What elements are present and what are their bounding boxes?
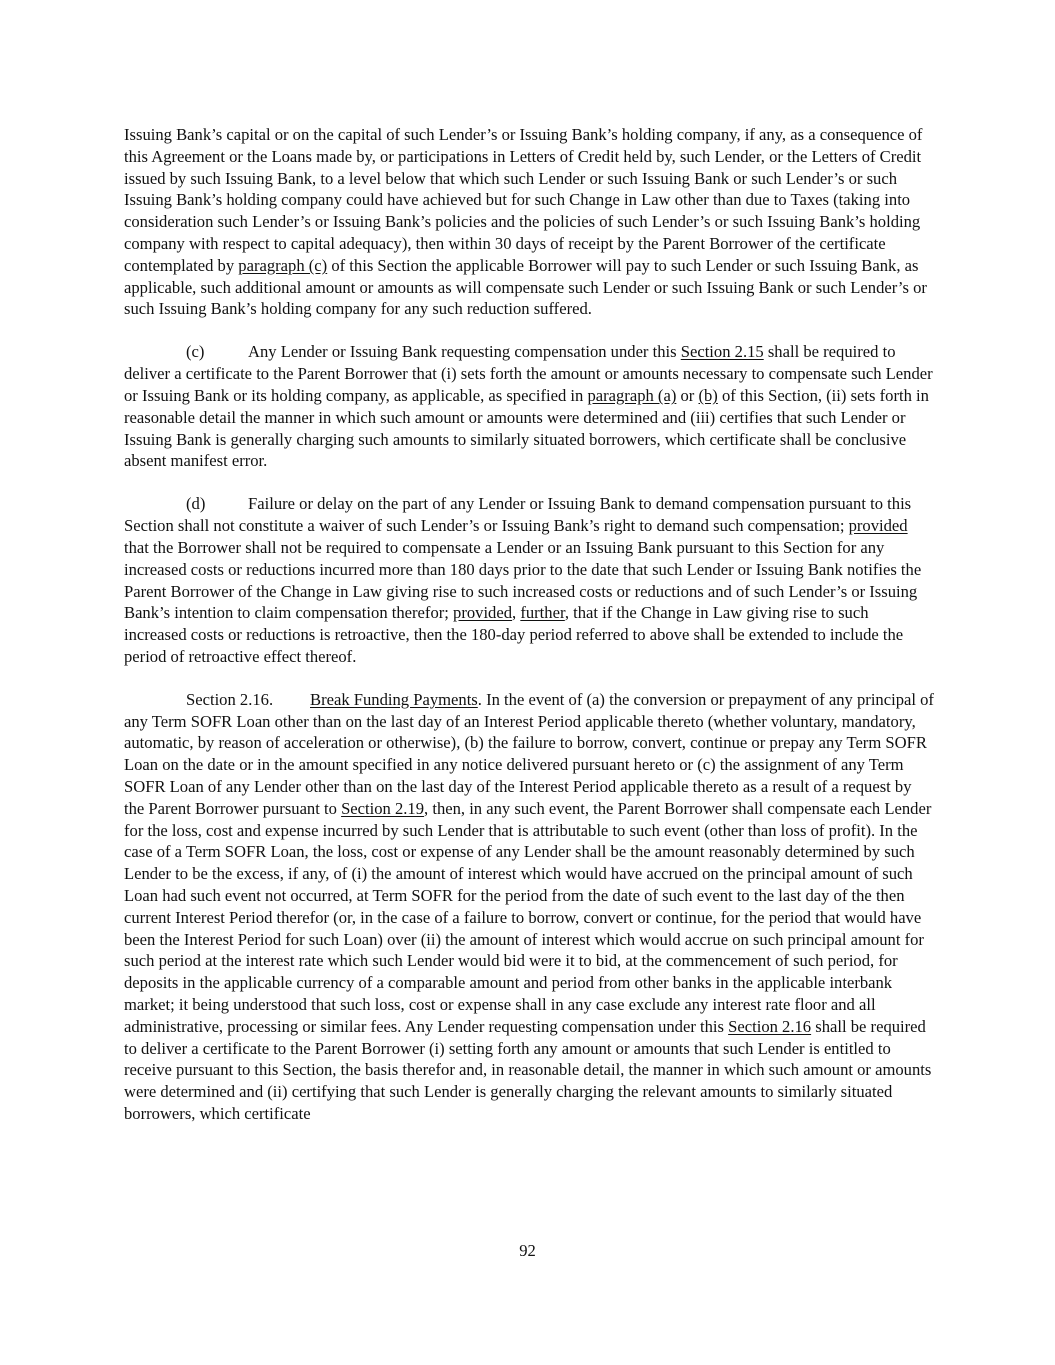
term-further: further bbox=[520, 603, 565, 623]
paragraph-d bbox=[124, 493, 934, 667]
text-run: , that if the Change in Law giving rise to such increased costs or reductions is retroactive, then the 180-day period referred to above shall be extended to include the period of retroactive effect thereof. bbox=[124, 603, 904, 666]
text-run: of this Section the applicable Borrower will pay to such Lender or such Issuing Bank, as applicable, such additional amount or amounts as will compensate such Lender or such Issuing Bank or such Lender’s or such Issuing Bank’s holding company for any such reduction suffered. bbox=[124, 255, 927, 319]
cross-reference-section-2-19: Section 2.19 bbox=[341, 798, 425, 818]
paragraph-label-d: (d) bbox=[186, 494, 206, 514]
paragraph-label-c: (c) bbox=[186, 342, 205, 362]
text-run: Failure or delay on the part of any Lender or Issuing Bank to demand compensation pursuant to this Section shall not constitute a waiver of such Lender’s or Issuing Bank’s right to demand such compensation; bbox=[124, 494, 912, 536]
cross-reference-section-2-16: Section 2.16 bbox=[728, 1016, 812, 1036]
text-run: Any Lender or Issuing Bank requesting compensation under this bbox=[248, 342, 681, 362]
document-page bbox=[124, 124, 934, 1146]
term-provided: provided bbox=[848, 516, 908, 536]
section-2-16 bbox=[124, 689, 934, 1125]
text-run: shall be required to deliver a certificate to the Parent Borrower that (i) sets forth the amount or amounts necessary to compensate such Lender or Issuing Bank or its holding company, as applicable, as specified in bbox=[124, 342, 933, 405]
text-run: of this Section, (ii) sets forth in reasonable detail the manner in which such amount or amounts were determined and (iii) certifies that such Lender or Issuing Bank is generally charging such amounts to similarly situated borrowers, which certificate shall be conclusive absent manifest error. bbox=[124, 385, 929, 471]
text-run: shall be required to deliver a certificate to the Parent Borrower (i) setting forth any amount or amounts that such Lender is entitled to receive pursuant to this Section, the basis therefor and, in reasonable detail, the manner in which such amount or amounts were determined and (ii) certifying that such Lender is generally charging the relevant amounts to similarly situated borrowers, which certificate bbox=[124, 1016, 932, 1124]
text-run: , then, in any such event, the Parent Borrower shall compensate each Lender for the loss, cost and expense incurred by such Lender that is attributable to such event (other than loss of profit). In the case of a Term SOFR Loan, the loss, cost or expense of any Lender shall be the amount reasonably determined by such Lender to be the excess, if any, of (i) the amount of interest which would have accrued on the principal amount of such Loan had such event not occurred, at Term SOFR for the period from the date of such event to the last day of the then current Interest Period therefor (or, in the case of a failure to borrow, convert or continue, for the period that would have been the Interest Period for such Loan) over (ii) the amount of interest which would accrue on such principal amount for such period at the interest rate which such Lender would bid were it to bid, at the commencement of such period, for deposits in the applicable currency of a comparable amount and period from other banks in the applicable interbank market; it being understood that such loss, cost or expense shall in any case exclude any interest rate floor and all administrative, processing or similar fees. Any Lender requesting compensation under this bbox=[124, 798, 932, 1036]
cross-reference-paragraph-b: (b) bbox=[698, 385, 718, 405]
section-number: Section 2.16. bbox=[186, 689, 274, 709]
page-number: 92 bbox=[519, 1241, 536, 1260]
cross-reference-paragraph-c: paragraph (c) bbox=[238, 255, 328, 275]
paragraph-c bbox=[124, 341, 934, 472]
section-title: Break Funding Payments bbox=[310, 689, 478, 709]
text-run: Issuing Bank’s capital or on the capital of such Lender’s or Issuing Bank’s holding company, if any, as a consequence of this Agreement or the Loans made by, or participations in Letters of Credit held by, such Lender, or the Letters of Credit issued by such Issuing Bank, to a level below that which such Lender or such Issuing Bank or such Lender’s or such Issuing Bank’s holding company could have achieved but for such Change in Law other than due to Taxes (taking into consideration such Lender’s or Issuing Bank’s policies and the policies of such Lender’s or such Issuing Bank’s holding company with respect to capital adequacy), then within 30 days of receipt by the Parent Borrower of the certificate contemplated by bbox=[124, 125, 923, 275]
cross-reference-section-2-15: Section 2.15 bbox=[680, 342, 764, 362]
paragraph-b-continued bbox=[124, 124, 934, 320]
text-run: , bbox=[512, 603, 521, 623]
term-provided: provided bbox=[453, 603, 513, 623]
text-run: or bbox=[676, 385, 699, 405]
text-run: . In the event of (a) the conversion or prepayment of any principal of any Term SOFR Loan other than on the last day of an Interest Period applicable thereto (whether voluntary, mandatory, automatic, by reason of acceleration or otherwise), (b) the failure to borrow, convert, continue or prepay any Term SOFR Loan on the date or in the amount specified in any notice delivered pursuant hereto or (c) the assignment of any Term SOFR Loan of any Lender other than on the last day of the Interest Period applicable thereto as a result of a request by the Parent Borrower pursuant to bbox=[124, 689, 934, 818]
text-run: that the Borrower shall not be required to compensate a Lender or an Issuing Bank pursuant to this Section for any increased costs or reductions incurred more than 180 days prior to the date that such Lender or Issuing Bank notifies the Parent Borrower of the Change in Law giving rise to such increased costs or reductions and of such Lender’s or Issuing Bank’s intention to claim compensation therefor; bbox=[124, 537, 922, 623]
cross-reference-paragraph-a: paragraph (a) bbox=[587, 385, 677, 405]
